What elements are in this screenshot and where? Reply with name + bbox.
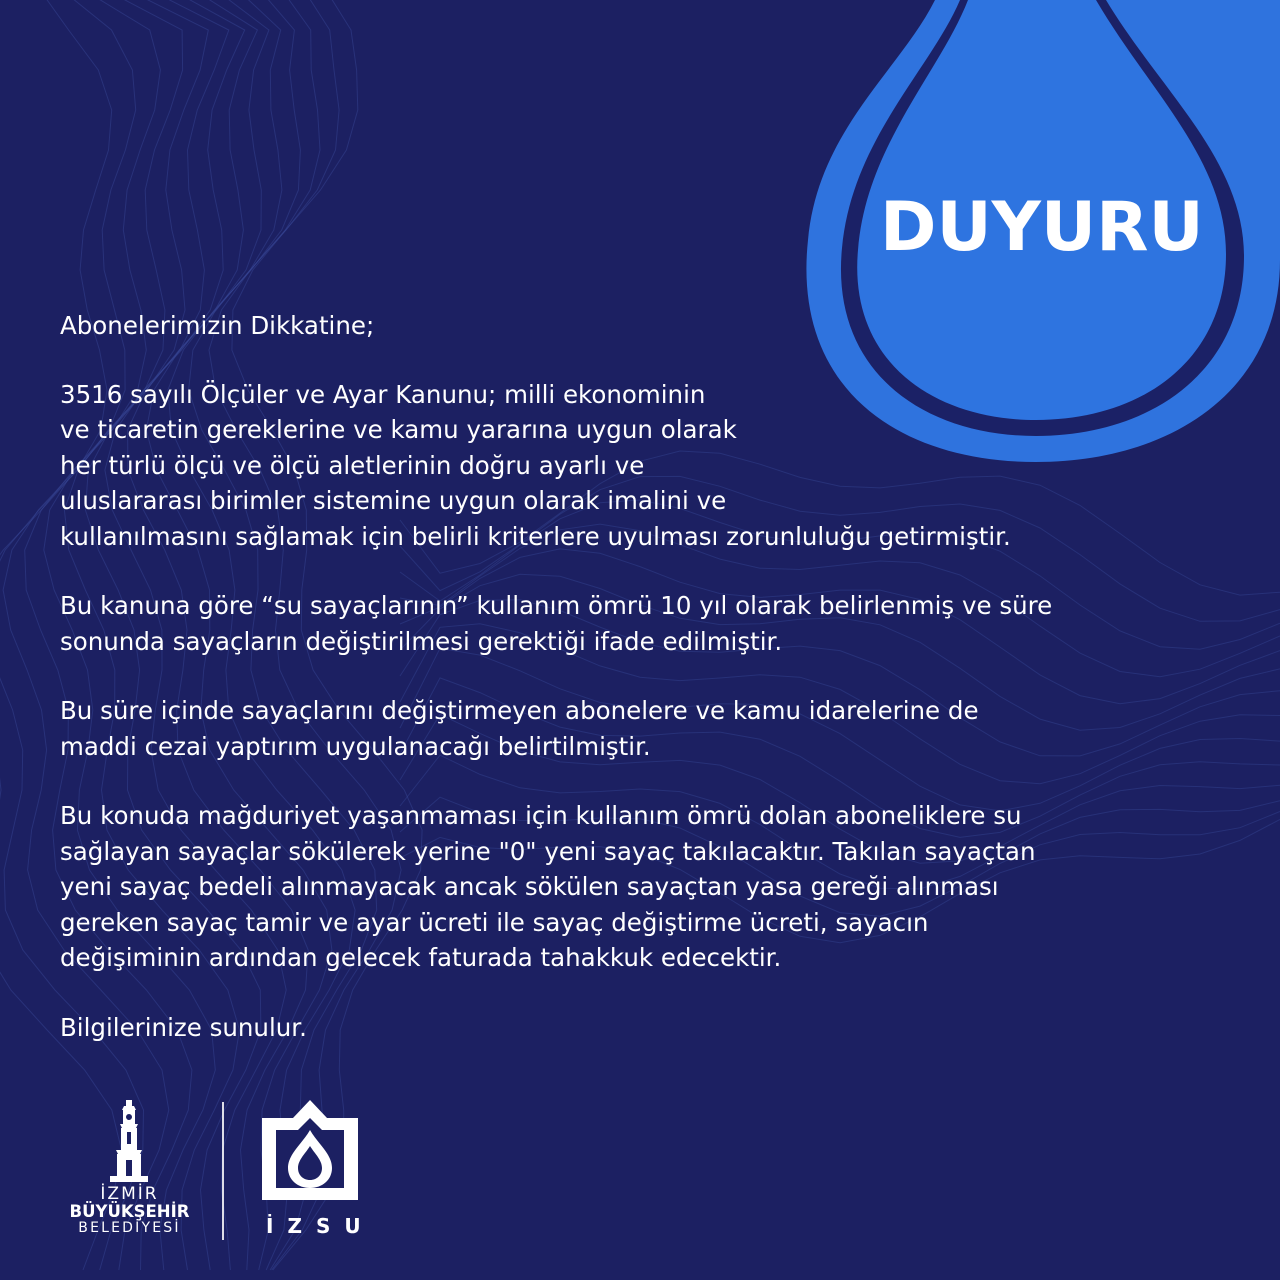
izmir-logo-line2: BÜYÜKŞEHİR <box>69 1202 190 1221</box>
announcement-body <box>60 308 1250 1079</box>
izsu-drop-icon <box>258 1100 363 1212</box>
closing-line: Bilgilerinize sunulur. <box>60 1012 307 1042</box>
izmir-logo-line3: BELEDİYESİ <box>78 1220 181 1236</box>
clock-tower-icon <box>104 1100 154 1184</box>
izmir-municipality-logo <box>62 1100 197 1240</box>
paragraph-meter-life: Bu kanuna göre “su sayaçlarının” kullanım ömrü 10 yıl olarak belirlenmiş ve süre sonunda sayaçların değiştirilmesi gerektiği ifade edilmiştir. <box>60 591 1053 656</box>
page-title: DUYURU <box>880 188 1204 267</box>
paragraph-replacement: Bu konuda mağduriyet yaşanmaması için kullanım ömrü dolan aboneliklere su sağlayan sayaçlar sökülerek yerine "0" yeni sayaç takılacaktır. Takılan sayaçtan yeni sayaç bedeli alınmayacak ancak sökülen sayaçtan yasa gereği alınması gereken sayaç tamir ve ayar ücreti ile sayaç değiştirme ücreti, sayacın değişiminin ardından gelecek faturada tahakkuk edecektir. <box>60 801 1036 972</box>
logo-divider <box>222 1102 224 1240</box>
greeting: Abonelerimizin Dikkatine; <box>60 311 375 340</box>
izmir-logo-line1: İZMİR <box>100 1184 159 1204</box>
izsu-logo <box>258 1100 375 1240</box>
paragraph-penalty: Bu süre içinde sayaçlarını değiştirmeyen abonelere ve kamu idarelerine de maddi cezai yaptırım uygulanacağı belirtilmiştir. <box>60 696 979 761</box>
paragraph-law: 3516 sayılı Ölçüler ve Ayar Kanunu; milli ekonominin ve ticaretin gereklerine ve kamu yararına uygun olarak her türlü ölçü ve ölçü aletlerinin doğru ayarlı ve uluslararası birimler sistemine uygun olarak imalini ve kullanılmasını sağlamak için belirli kriterlere uyulması zorunluluğu getirmiştir. <box>60 379 1011 551</box>
izsu-logo-text: İZSU <box>266 1214 375 1238</box>
